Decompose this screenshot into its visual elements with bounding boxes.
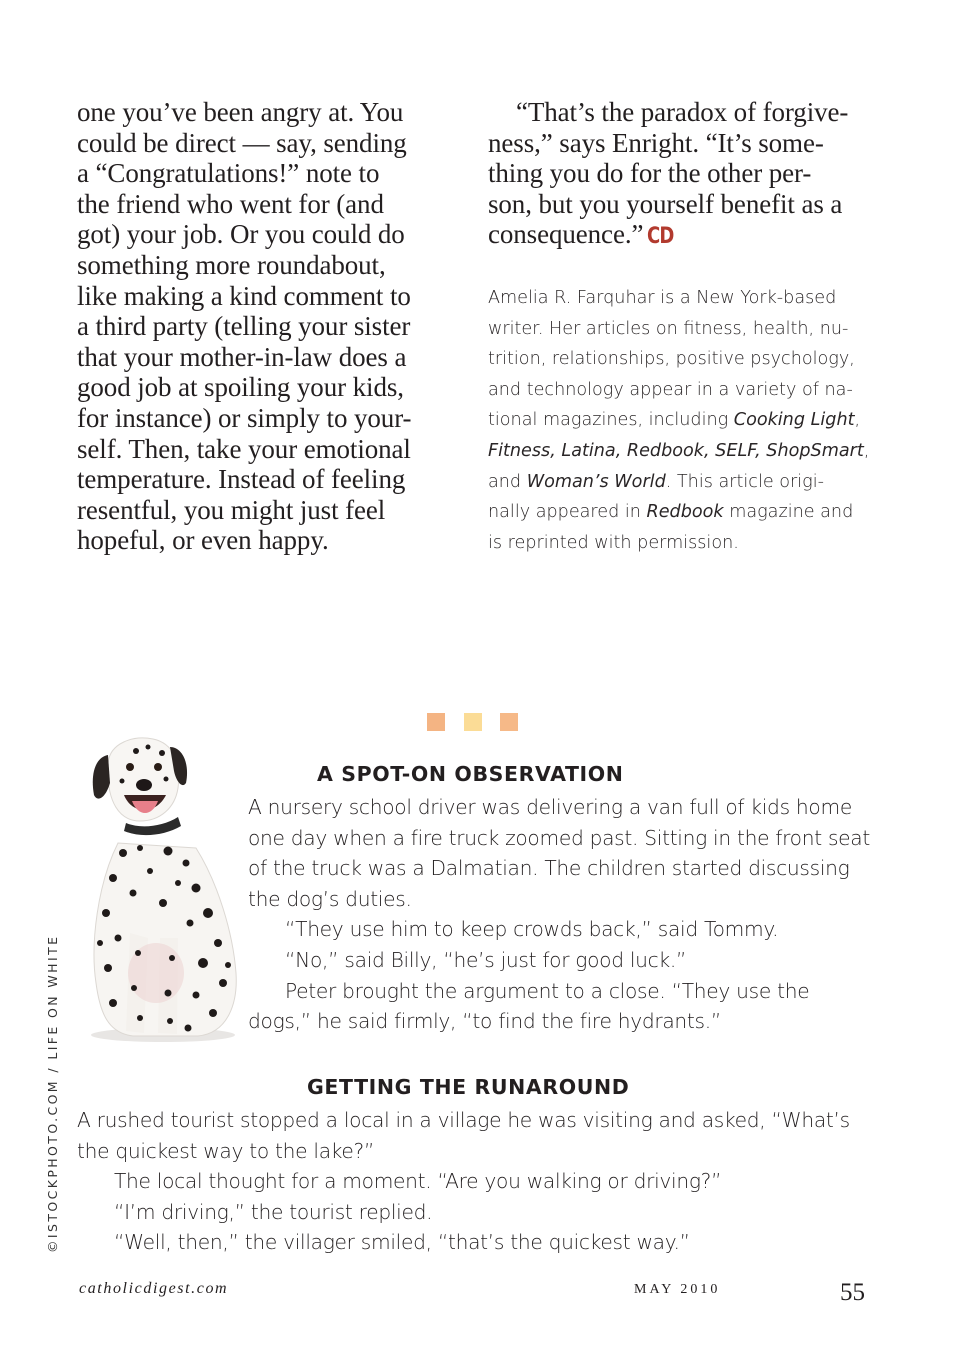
bio-line [488, 405, 888, 436]
joke-title: A SPOT-ON OBSERVATION [317, 762, 624, 786]
bio-line: is reprinted with permission. [488, 532, 739, 553]
bio-line: trition, relationships, positive psychology, [488, 349, 855, 370]
joke-line: of the truck was a Dalmatian. The children started discussing [248, 856, 850, 881]
footer-website: catholicdigest.com [79, 1280, 229, 1297]
joke-line: A rushed tourist stopped a local in a village he was visiting and asked, “What’s [77, 1108, 850, 1132]
end-mark: CD [647, 224, 674, 250]
joke-line: The local thought for a moment. “Are you walking or driving?” [114, 1169, 722, 1194]
bio-line [488, 436, 888, 467]
joke-line: Peter brought the argument to a close. “They use the [285, 978, 810, 1003]
author-bio [488, 283, 888, 558]
article-line: thing you do for the other per- [488, 158, 812, 189]
bio-text: , [863, 440, 870, 461]
article-line: the friend who went for (and [77, 188, 384, 219]
joke-line: “No,” said Billy, “he’s just for good luck.” [285, 947, 687, 972]
dalmatian-photo [78, 733, 248, 1048]
joke-body [248, 792, 870, 1037]
article-line: resentful, you might just feel [77, 494, 386, 525]
article-right-column [488, 97, 883, 253]
bio-text: nally appeared in [488, 502, 647, 523]
bio-line: Amelia R. Farquhar is a New York-based [488, 288, 837, 308]
bio-line: and technology appear in a variety of na- [488, 379, 853, 400]
article-line: a “Congratulations!” note to [77, 158, 380, 189]
article-line: ness,” says Enright. “It’s some- [488, 127, 824, 158]
footer-issue-date: MAY 2010 [634, 1282, 721, 1297]
section-ornament [427, 713, 519, 733]
article-line: like making a kind comment to [77, 280, 411, 311]
article-line: temperature. Instead of feeling [77, 464, 406, 495]
article-line: consequence.” [488, 219, 644, 250]
joke-line: dogs,” he said firmly, “to find the fire hydrants.” [248, 1009, 722, 1034]
joke-line: the quickest way to the lake?” [77, 1138, 375, 1163]
bio-magazine: Cooking Light [733, 410, 855, 431]
joke-line: “They use him to keep crowds back,” said Tommy. [285, 917, 779, 942]
bio-text: and [488, 471, 527, 492]
article-left-column [77, 97, 449, 556]
bio-text: , [854, 410, 861, 431]
joke-line: A nursery school driver was delivering a van full of kids home [248, 795, 852, 819]
bio-magazine: Redbook [646, 502, 724, 523]
article-line: for instance) or simply to your- [77, 402, 412, 433]
joke-body [77, 1105, 850, 1258]
page-number: 55 [840, 1279, 865, 1306]
photo-credit: ©ISTOCKPHOTO.COM / LIFE ON WHITE [45, 934, 60, 1253]
bio-magazine: Woman’s World [526, 471, 666, 492]
article-line: hopeful, or even happy. [77, 525, 329, 556]
article-line: one you’ve been angry at. You [77, 97, 404, 127]
bio-line [488, 467, 888, 498]
joke-line: one day when a fire truck zoomed past. Sitting in the front seat [248, 825, 870, 850]
bio-line: writer. Her articles on fitness, health, nu- [488, 318, 849, 339]
bio-text: magazine and [723, 502, 854, 523]
article-line: could be direct — say, sending [77, 127, 407, 158]
article-last-line [488, 219, 883, 253]
article-line: “That’s the paradox of forgive- [516, 97, 849, 127]
bio-text: . This article origi- [665, 471, 824, 492]
joke-line: “Well, then,” the villager smiled, “that’s the quickest way.” [114, 1230, 690, 1255]
ornament-square [427, 713, 445, 731]
article-line: something more roundabout, [77, 249, 386, 280]
ornament-square [464, 713, 482, 731]
bio-text: tional magazines, including [488, 410, 734, 431]
ornament-square [500, 713, 518, 731]
joke-title: GETTING THE RUNAROUND [307, 1075, 630, 1099]
article-line: got) your job. Or you could do [77, 219, 405, 250]
joke-line: the dog’s duties. [248, 886, 412, 911]
article-line: a third party (telling your sister [77, 311, 411, 342]
joke-line: “I’m driving,” the tourist replied. [114, 1199, 433, 1224]
article-line: good job at spoiling your kids, [77, 372, 404, 403]
article-line: that your mother-in-law does a [77, 341, 407, 372]
bio-magazine: Fitness, Latina, Redbook, SELF, ShopSmart [488, 440, 864, 461]
bio-line [488, 497, 888, 528]
article-line: self. Then, take your emotional [77, 433, 411, 464]
article-line: son, but you yourself benefit as a [488, 188, 843, 219]
